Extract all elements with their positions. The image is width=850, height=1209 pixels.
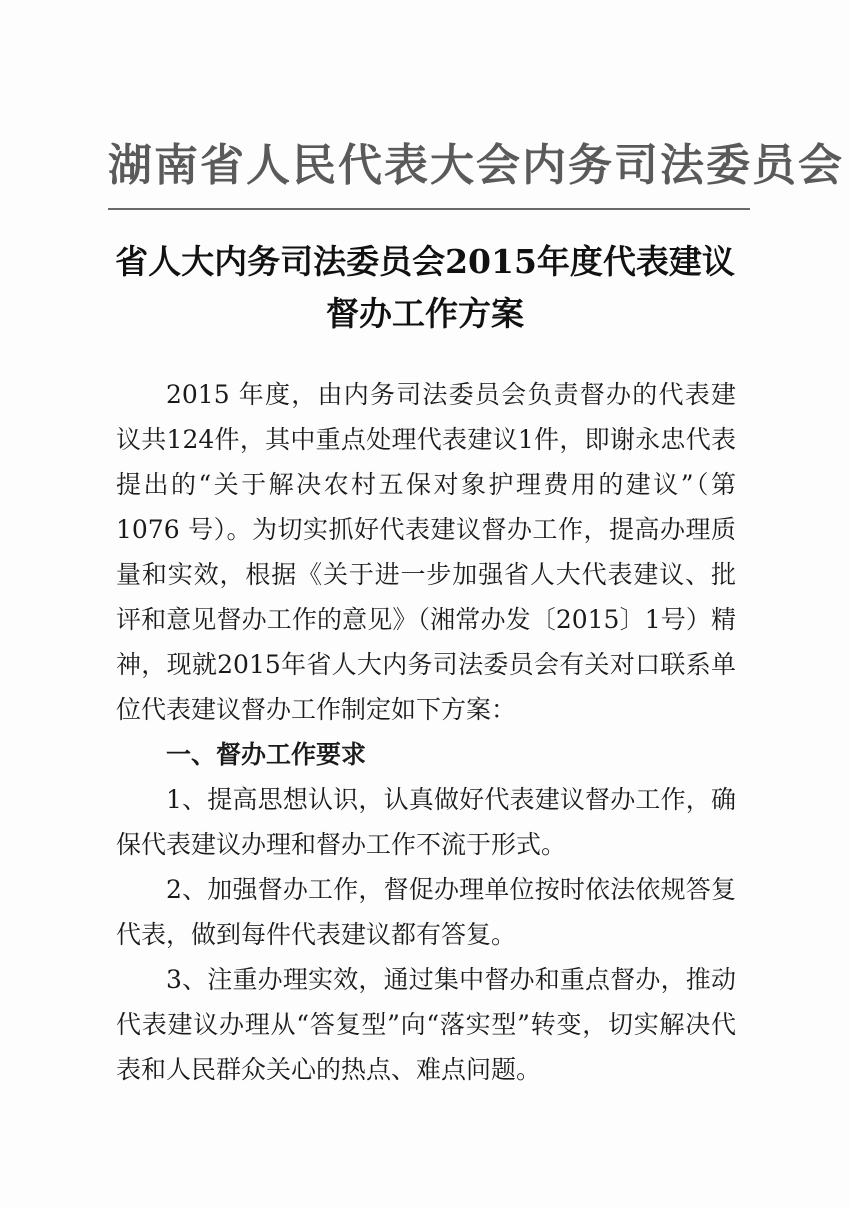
requirement-item-1: 1、提高思想认识，认真做好代表建议督办工作，确保代表建议办理和督办工作不流于形式。 [116, 785, 736, 859]
title-line-1: 省人大内务司法委员会2015年度代表建议 [115, 242, 735, 281]
requirement-item-3: 3、注重办理实效，通过集中督办和重点督办，推动代表建议办理从“答复型”向“落实型”转变，切实解决代表和人民群众关心的热点、难点问题。 [116, 965, 736, 1084]
document-title [60, 236, 790, 340]
intro-paragraph: 2015 年度，由内务司法委员会负责督办的代表建议共124件，其中重点处理代表建议1件，即谢永忠代表提出的“关于解决农村五保对象护理费用的建议”（第 1076 号）。为切实抓好代表建议督办工作，提高办理质量和实效，根据《关于进一步加强省人大代表建议、批评和意见督办工作的意见》（湘常办发〔2015〕1号）精神，现就2015年省人大内务司法委员会有关对口联系单位代表建议督办工作制定如下方案： [116, 380, 736, 724]
letterhead-rule [108, 208, 750, 210]
section-heading-1: 一、督办工作要求 [166, 740, 367, 769]
title-line-2: 督办工作方案 [326, 294, 524, 333]
requirement-item-2: 2、加强督办工作，督促办理单位按时依法依规答复代表，做到每件代表建议都有答复。 [116, 875, 736, 949]
letterhead: 湖南省人民代表大会内务司法委员会 [108, 140, 844, 191]
document-body [116, 372, 736, 1092]
